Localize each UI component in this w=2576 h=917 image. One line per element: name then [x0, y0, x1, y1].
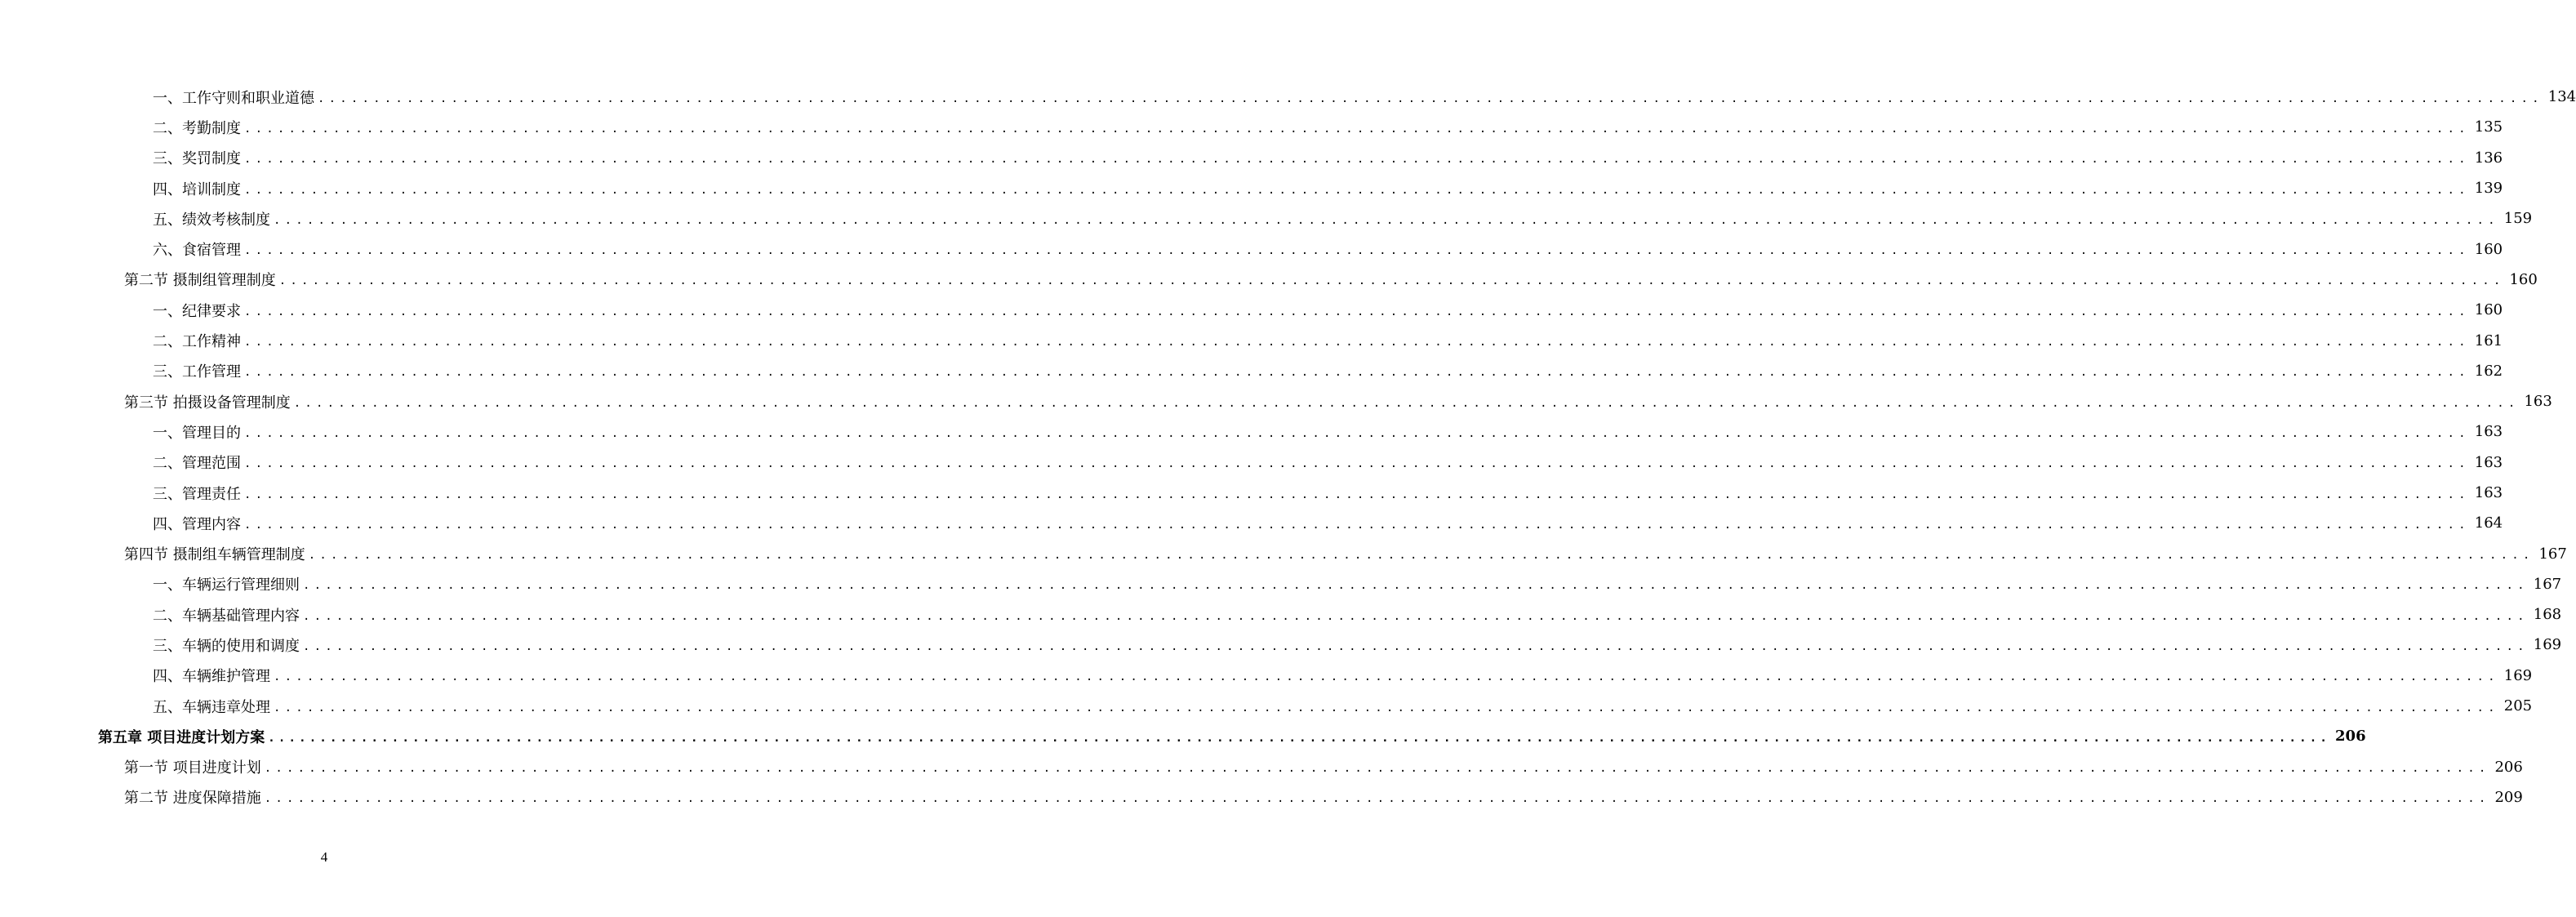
table-of-contents	[0, 82, 2576, 812]
toc-entry-title: 一、纪律要求	[153, 302, 241, 320]
toc-entry-page: 162	[2474, 362, 2503, 380]
toc-leader-dots: ........................................................................................................................................................................................................	[244, 305, 2470, 318]
toc-entry-page: 135	[2474, 118, 2503, 136]
toc-entry[interactable]	[0, 203, 2533, 234]
toc-entry-page: 168	[2533, 606, 2562, 624]
toc-entry[interactable]	[0, 508, 2503, 538]
toc-entry[interactable]	[0, 630, 2562, 660]
toc-leader-dots: ........................................................................................................................................................................................................	[244, 153, 2470, 167]
toc-entry-title: 第二节 进度保障措施	[124, 790, 261, 808]
toc-entry[interactable]	[0, 782, 2523, 812]
toc-entry-title: 五、车辆违章处理	[153, 698, 270, 716]
toc-leader-dots: ........................................................................................................................................................................................................	[244, 122, 2470, 136]
toc-entry-title: 二、车辆基础管理内容	[153, 607, 300, 625]
toc-entry[interactable]	[0, 265, 2538, 295]
toc-entry-page: 159	[2503, 210, 2533, 228]
toc-entry-page: 169	[2533, 636, 2562, 654]
toc-entry-title: 一、管理目的	[153, 424, 241, 442]
toc-entry-page: 205	[2503, 697, 2533, 715]
toc-leader-dots: ........................................................................................................................................................................................................	[278, 274, 2505, 288]
toc-leader-dots: ........................................................................................................................................................................................................	[318, 91, 2543, 105]
toc-entry[interactable]	[0, 721, 2366, 751]
toc-entry[interactable]	[0, 691, 2533, 721]
toc-entry-title: 六、食宿管理	[153, 242, 241, 260]
toc-entry-title: 五、绩效考核制度	[153, 211, 270, 229]
toc-entry-title: 第三节 拍摄设备管理制度	[124, 394, 291, 412]
toc-entry[interactable]	[0, 173, 2503, 203]
toc-leader-dots: ........................................................................................................................................................................................................	[308, 549, 2534, 563]
toc-leader-dots: ........................................................................................................................................................................................................	[244, 366, 2470, 380]
toc-entry-title: 第一节 项目进度计划	[124, 759, 261, 777]
toc-entry-title: 二、工作精神	[153, 333, 241, 351]
toc-entry[interactable]	[0, 143, 2503, 173]
toc-leader-dots: ........................................................................................................................................................................................................	[264, 762, 2490, 776]
toc-leader-dots: ........................................................................................................................................................................................................	[274, 213, 2499, 227]
toc-entry[interactable]	[0, 82, 2576, 112]
toc-entry-title: 三、车辆的使用和调度	[153, 637, 300, 655]
toc-entry[interactable]	[0, 569, 2562, 599]
toc-leader-dots: ........................................................................................................................................................................................................	[274, 670, 2499, 684]
toc-entry-page: 136	[2474, 149, 2503, 167]
toc-entry-page: 167	[2533, 575, 2562, 593]
toc-entry-title: 第五章 项目进度计划方案	[98, 728, 265, 746]
toc-entry[interactable]	[0, 386, 2552, 416]
toc-entry-page: 209	[2494, 788, 2523, 806]
toc-entry-title: 四、车辆维护管理	[153, 668, 270, 686]
toc-entry[interactable]	[0, 447, 2503, 478]
toc-entry[interactable]	[0, 752, 2523, 782]
toc-leader-dots: ........................................................................................................................................................................................................	[244, 487, 2470, 501]
toc-entry-title: 二、管理范围	[153, 455, 241, 473]
toc-leader-dots: ........................................................................................................................................................................................................	[268, 731, 2331, 745]
toc-leader-dots: ........................................................................................................................................................................................................	[264, 792, 2490, 806]
toc-entry-title: 四、培训制度	[153, 180, 241, 198]
toc-entry[interactable]	[0, 661, 2533, 691]
toc-leader-dots: ........................................................................................................................................................................................................	[274, 701, 2499, 714]
toc-entry-page: 160	[2474, 301, 2503, 319]
toc-entry-page: 164	[2474, 514, 2503, 532]
toc-entry-title: 四、管理内容	[153, 515, 241, 533]
toc-entry-page: 139	[2474, 180, 2503, 198]
toc-entry-title: 一、工作守则和职业道德	[153, 89, 314, 107]
toc-entry-title: 一、车辆运行管理细则	[153, 576, 300, 594]
toc-leader-dots: ........................................................................................................................................................................................................	[244, 244, 2470, 258]
toc-leader-dots: ........................................................................................................................................................................................................	[244, 336, 2470, 349]
toc-entry-page: 163	[2474, 423, 2503, 441]
toc-entry-title: 第二节 摄制组管理制度	[124, 272, 276, 290]
toc-entry[interactable]	[0, 599, 2562, 630]
toc-leader-dots: ........................................................................................................................................................................................................	[244, 183, 2470, 197]
toc-entry[interactable]	[0, 416, 2503, 447]
toc-leader-dots: ........................................................................................................................................................................................................	[244, 518, 2470, 532]
toc-entry[interactable]	[0, 478, 2503, 508]
toc-entry-title: 三、工作管理	[153, 363, 241, 381]
toc-leader-dots: ........................................................................................................................................................................................................	[303, 579, 2529, 593]
toc-entry[interactable]	[0, 112, 2503, 142]
toc-entry-title: 三、管理责任	[153, 485, 241, 503]
toc-entry-page: 169	[2503, 666, 2533, 684]
toc-entry-page: 163	[2524, 393, 2552, 411]
toc-leader-dots: ........................................................................................................................................................................................................	[303, 639, 2529, 653]
toc-entry-page: 206	[2494, 758, 2523, 776]
toc-entry-title: 第四节 摄制组车辆管理制度	[124, 546, 305, 564]
toc-entry[interactable]	[0, 295, 2503, 325]
toc-leader-dots: ........................................................................................................................................................................................................	[244, 457, 2470, 471]
toc-leader-dots: ........................................................................................................................................................................................................	[244, 426, 2470, 440]
toc-entry[interactable]	[0, 234, 2503, 264]
toc-entry-title: 二、考勤制度	[153, 119, 241, 137]
toc-entry-page: 160	[2474, 240, 2503, 258]
toc-leader-dots: ........................................................................................................................................................................................................	[293, 396, 2520, 410]
toc-entry-page: 163	[2474, 484, 2503, 501]
toc-entry-title: 三、奖罚制度	[153, 150, 241, 168]
toc-entry[interactable]	[0, 538, 2567, 568]
toc-entry-page: 161	[2474, 332, 2503, 349]
toc-entry-page: 160	[2509, 270, 2538, 288]
toc-leader-dots: ........................................................................................................................................................................................................	[303, 609, 2529, 623]
toc-entry[interactable]	[0, 356, 2503, 386]
page-number: 4	[320, 849, 328, 865]
toc-entry[interactable]	[0, 325, 2503, 355]
toc-entry-page: 167	[2538, 545, 2567, 563]
toc-entry-page: 134	[2547, 88, 2576, 106]
toc-entry-page: 206	[2335, 728, 2366, 746]
toc-entry-page: 163	[2474, 453, 2503, 471]
